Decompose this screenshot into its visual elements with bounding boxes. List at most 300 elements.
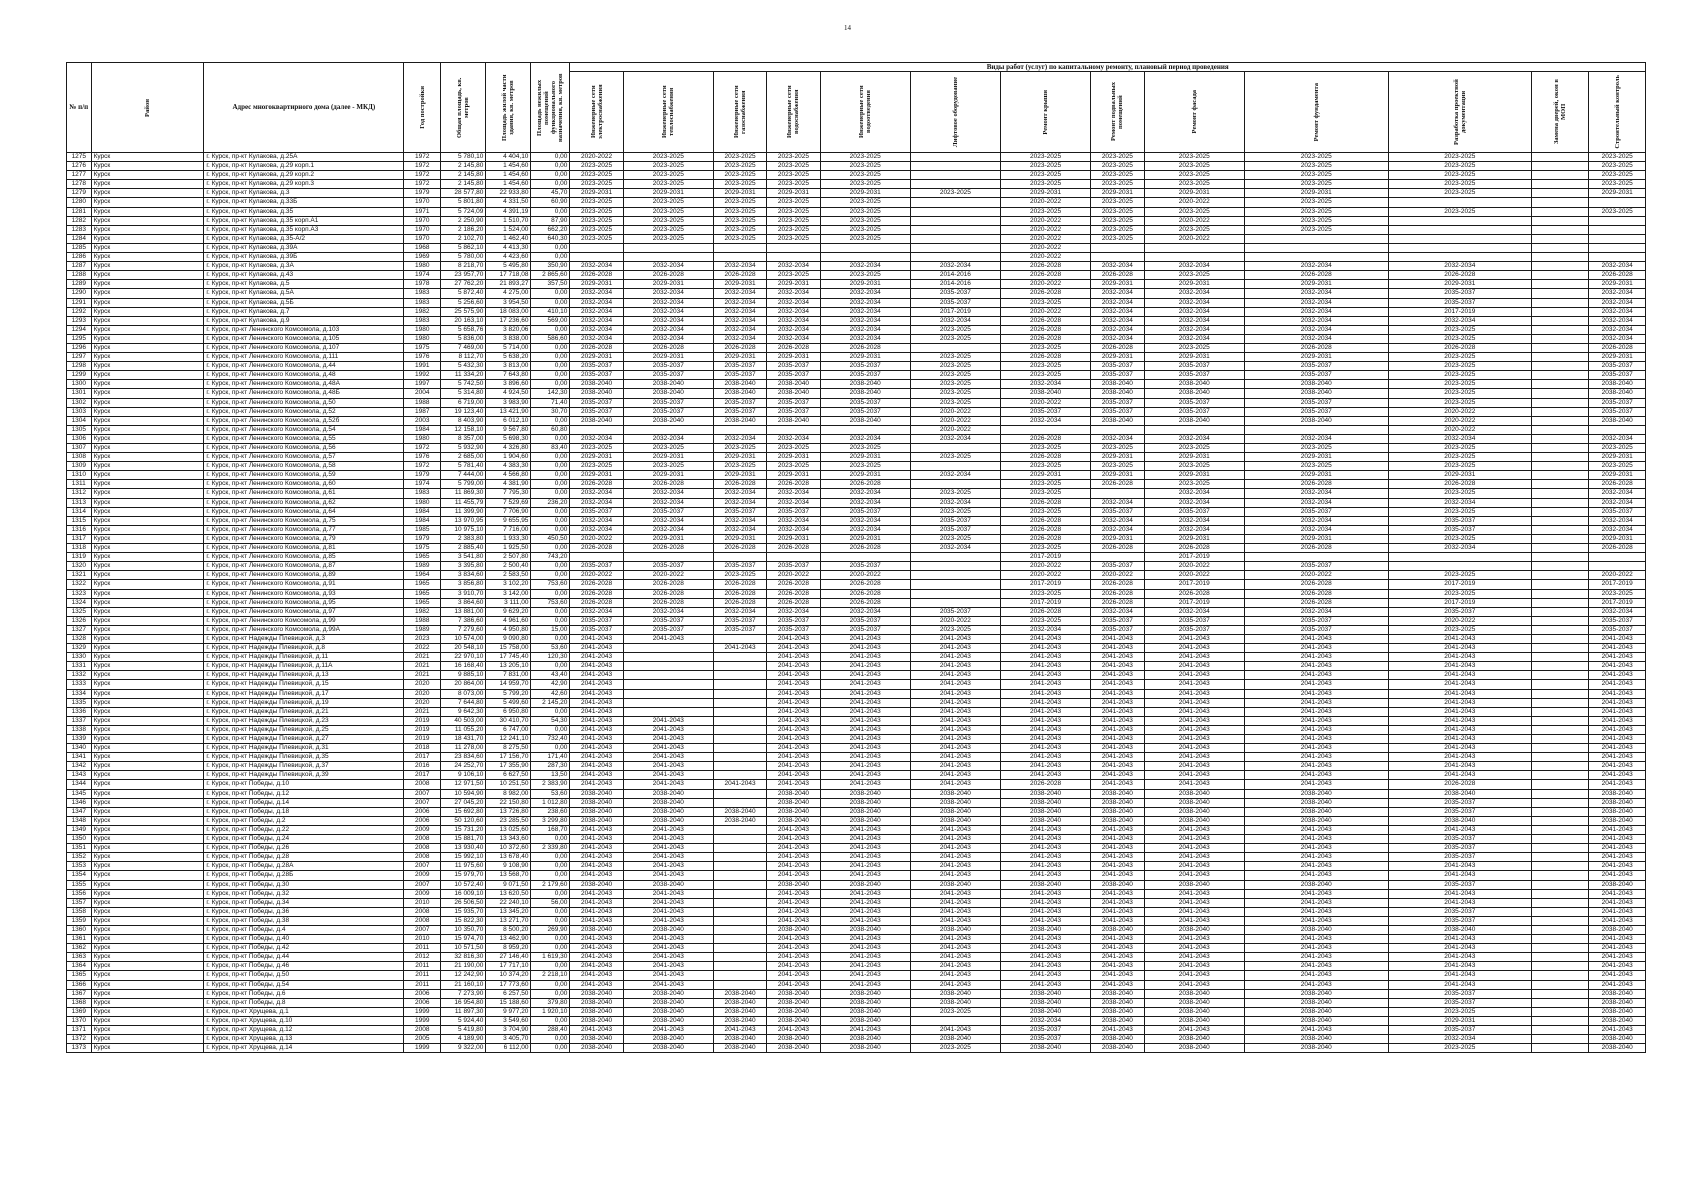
cell-work-period	[713, 925, 766, 934]
cell-area-total: 21 160,10	[441, 980, 486, 989]
cell-address: г. Курск, пр-кт Победы, д.42	[204, 944, 404, 953]
table-row	[67, 780, 1646, 789]
cell-address: г. Курск, пр-кт Кулакова, д.5А	[204, 289, 404, 298]
cell-area-total: 3 541,80	[441, 553, 486, 562]
cell-work-period: 2041-2043	[1589, 689, 1646, 698]
cell-work-period	[713, 862, 766, 871]
header-work-4: Инженерные сети водоотведения	[820, 72, 910, 153]
cell-area-living: 3 820,06	[486, 325, 531, 334]
cell-work-period: 2029-2031	[767, 353, 820, 362]
cell-work-period: 2041-2043	[1589, 762, 1646, 771]
cell-work-period: 2029-2031	[767, 471, 820, 480]
cell-work-period: 2041-2043	[1144, 898, 1244, 907]
cell-area-total: 15 692,80	[441, 807, 486, 816]
cell-work-period: 2029-2031	[1091, 453, 1144, 462]
cell-work-period: 2032-2034	[820, 516, 910, 525]
page-number: 14	[844, 24, 851, 32]
cell-area-nonresidential: 357,50	[531, 280, 570, 289]
table-row	[67, 598, 1646, 607]
cell-year: 1979	[404, 471, 441, 480]
cell-work-period: 2041-2043	[570, 653, 623, 662]
cell-work-period: 2029-2031	[820, 534, 910, 543]
cell-area-living: 4 924,50	[486, 389, 531, 398]
cell-work-period	[1532, 807, 1589, 816]
cell-num: 1324	[67, 598, 92, 607]
cell-address: г. Курск, пр-кт Кулакова, д.35	[204, 207, 404, 216]
cell-work-period: 2035-2037	[1144, 625, 1244, 634]
cell-work-period	[767, 253, 820, 262]
cell-work-period: 2041-2043	[1144, 871, 1244, 880]
cell-num: 1305	[67, 425, 92, 434]
cell-work-period: 2023-2025	[713, 234, 766, 243]
cell-work-period: 2032-2034	[767, 307, 820, 316]
cell-address: г. Курск, пр-кт Хрущева, д.1	[204, 1007, 404, 1016]
cell-district: Курск	[91, 380, 204, 389]
cell-area-nonresidential: 586,60	[531, 334, 570, 343]
cell-work-period	[1532, 680, 1589, 689]
cell-year: 1982	[404, 607, 441, 616]
cell-year: 1983	[404, 298, 441, 307]
cell-work-period: 2032-2034	[623, 434, 713, 443]
cell-work-period: 2032-2034	[1244, 289, 1388, 298]
cell-district: Курск	[91, 944, 204, 953]
table-row	[67, 307, 1646, 316]
cell-work-period: 2038-2040	[713, 998, 766, 1007]
cell-work-period: 2023-2025	[1388, 162, 1532, 171]
cell-address: г. Курск, пр-кт Ленинского Комсомола, д.48А	[204, 380, 404, 389]
cell-work-period: 2023-2025	[1388, 625, 1532, 634]
cell-work-period: 2023-2025	[1091, 462, 1144, 471]
cell-work-period: 2023-2025	[570, 207, 623, 216]
cell-area-total: 23 957,70	[441, 271, 486, 280]
cell-work-period: 2041-2043	[1000, 962, 1090, 971]
cell-area-nonresidential: 662,20	[531, 225, 570, 234]
cell-work-period: 2026-2028	[1144, 544, 1244, 553]
cell-work-period: 2038-2040	[767, 798, 820, 807]
cell-work-period: 2041-2043	[570, 825, 623, 834]
cell-work-period: 2038-2040	[1244, 998, 1388, 1007]
cell-work-period: 2041-2043	[1091, 744, 1144, 753]
cell-work-period: 2029-2031	[1091, 471, 1144, 480]
cell-area-nonresidential: 0,00	[531, 1035, 570, 1044]
cell-work-period: 2038-2040	[1589, 989, 1646, 998]
cell-area-living: 8 982,00	[486, 789, 531, 798]
cell-work-period: 2023-2025	[570, 216, 623, 225]
cell-work-period	[1532, 853, 1589, 862]
cell-year: 1970	[404, 216, 441, 225]
cell-work-period: 2038-2040	[1091, 416, 1144, 425]
cell-area-total: 19 123,40	[441, 407, 486, 416]
cell-work-period: 2041-2043	[623, 953, 713, 962]
cell-work-period: 2041-2043	[1388, 698, 1532, 707]
cell-address: г. Курск, пр-кт Надежды Плевицкой, д.35	[204, 753, 404, 762]
cell-area-total: 7 279,60	[441, 625, 486, 634]
cell-address: г. Курск, пр-кт Ленинского Комсомола, д.61	[204, 489, 404, 498]
cell-work-period: 2041-2043	[1589, 889, 1646, 898]
cell-work-period	[713, 671, 766, 680]
cell-work-period: 2026-2028	[570, 480, 623, 489]
cell-work-period: 2041-2043	[1091, 780, 1144, 789]
cell-area-nonresidential: 43,40	[531, 671, 570, 680]
cell-address: г. Курск, пр-кт Кулакова, д.3	[204, 189, 404, 198]
cell-area-living: 5 799,20	[486, 689, 531, 698]
cell-work-period: 2023-2025	[713, 162, 766, 171]
cell-area-nonresidential: 0,00	[531, 416, 570, 425]
cell-address: г. Курск, пр-кт Кулакова, д.5Б	[204, 298, 404, 307]
cell-area-total: 5 780,10	[441, 153, 486, 162]
cell-area-nonresidential: 379,80	[531, 998, 570, 1007]
cell-work-period	[713, 253, 766, 262]
cell-num: 1276	[67, 162, 92, 171]
table-row	[67, 844, 1646, 853]
cell-work-period: 2023-2025	[1589, 171, 1646, 180]
cell-area-living: 6 112,00	[486, 1044, 531, 1053]
cell-work-period: 2038-2040	[1091, 880, 1144, 889]
cell-address: г. Курск, пр-кт Надежды Плевицкой, д.11	[204, 653, 404, 662]
cell-area-living: 9 977,20	[486, 1007, 531, 1016]
cell-num: 1353	[67, 862, 92, 871]
cell-work-period: 2032-2034	[713, 489, 766, 498]
table-row	[67, 507, 1646, 516]
cell-work-period	[713, 243, 766, 252]
cell-district: Курск	[91, 289, 204, 298]
cell-area-nonresidential: 0,00	[531, 662, 570, 671]
cell-work-period: 2038-2040	[910, 798, 1000, 807]
cell-work-period: 2023-2025	[767, 153, 820, 162]
cell-work-period: 2038-2040	[767, 1044, 820, 1053]
cell-work-period	[910, 207, 1000, 216]
cell-work-period: 2032-2034	[570, 516, 623, 525]
cell-work-period	[1532, 880, 1589, 889]
cell-work-period: 2041-2043	[1244, 653, 1388, 662]
cell-work-period	[1532, 844, 1589, 853]
cell-work-period: 2041-2043	[1144, 671, 1244, 680]
cell-work-period: 2035-2037	[1388, 880, 1532, 889]
cell-num: 1338	[67, 725, 92, 734]
cell-work-period: 2023-2025	[1000, 507, 1090, 516]
cell-year: 2011	[404, 962, 441, 971]
cell-work-period: 2032-2034	[1589, 516, 1646, 525]
cell-work-period	[910, 1016, 1000, 1025]
cell-district: Курск	[91, 607, 204, 616]
cell-area-nonresidential: 0,00	[531, 571, 570, 580]
cell-work-period: 2023-2025	[1244, 171, 1388, 180]
table-row	[67, 653, 1646, 662]
table-row	[67, 662, 1646, 671]
cell-work-period: 2041-2043	[1091, 680, 1144, 689]
cell-num: 1364	[67, 962, 92, 971]
cell-work-period: 2038-2040	[1091, 998, 1144, 1007]
cell-work-period: 2023-2025	[1244, 216, 1388, 225]
cell-area-total: 8 073,00	[441, 689, 486, 698]
cell-work-period	[1091, 243, 1144, 252]
cell-district: Курск	[91, 1035, 204, 1044]
cell-work-period: 2038-2040	[1388, 816, 1532, 825]
table-row	[67, 243, 1646, 252]
cell-work-period: 2032-2034	[1091, 334, 1144, 343]
cell-area-nonresidential: 288,40	[531, 1026, 570, 1035]
cell-work-period: 2041-2043	[1589, 835, 1646, 844]
cell-work-period	[713, 853, 766, 862]
cell-address: г. Курск, пр-кт Надежды Плевицкой, д.15	[204, 680, 404, 689]
cell-work-period: 2041-2043	[820, 853, 910, 862]
cell-num: 1369	[67, 1007, 92, 1016]
cell-area-living: 4 423,60	[486, 253, 531, 262]
cell-work-period: 2038-2040	[1589, 789, 1646, 798]
cell-work-period: 2035-2037	[713, 625, 766, 634]
cell-work-period: 2041-2043	[570, 889, 623, 898]
cell-work-period: 2041-2043	[767, 953, 820, 962]
cell-work-period	[1532, 398, 1589, 407]
cell-work-period: 2041-2043	[1388, 962, 1532, 971]
cell-year: 2021	[404, 662, 441, 671]
cell-work-period: 2041-2043	[767, 780, 820, 789]
cell-year: 1972	[404, 462, 441, 471]
cell-work-period: 2038-2040	[1091, 989, 1144, 998]
cell-district: Курск	[91, 407, 204, 416]
cell-num: 1290	[67, 289, 92, 298]
cell-work-period: 2020-2022	[1000, 398, 1090, 407]
cell-area-nonresidential: 0,00	[531, 516, 570, 525]
cell-work-period: 2023-2025	[820, 462, 910, 471]
cell-district: Курск	[91, 507, 204, 516]
cell-area-nonresidential: 2 179,60	[531, 880, 570, 889]
cell-work-period: 2038-2040	[713, 380, 766, 389]
cell-work-period: 2032-2034	[623, 334, 713, 343]
cell-work-period: 2041-2043	[767, 671, 820, 680]
cell-work-period: 2041-2043	[1144, 689, 1244, 698]
cell-work-period: 2041-2043	[1091, 644, 1144, 653]
cell-work-period	[713, 735, 766, 744]
cell-area-living: 3 704,90	[486, 1026, 531, 1035]
cell-area-living: 15 188,60	[486, 998, 531, 1007]
cell-address: г. Курск, пр-кт Ленинского Комсомола, д.64	[204, 507, 404, 516]
cell-area-total: 5 432,30	[441, 362, 486, 371]
cell-work-period: 2029-2031	[1589, 453, 1646, 462]
cell-work-period: 2023-2025	[1000, 171, 1090, 180]
cell-work-period: 2041-2043	[767, 698, 820, 707]
cell-year: 1970	[404, 225, 441, 234]
cell-work-period: 2041-2043	[767, 971, 820, 980]
cell-area-total: 5 932,90	[441, 444, 486, 453]
cell-num: 1321	[67, 571, 92, 580]
cell-address: г. Курск, пр-кт Кулакова, д.3А	[204, 262, 404, 271]
cell-work-period: 2032-2034	[820, 498, 910, 507]
cell-work-period: 2041-2043	[1091, 944, 1144, 953]
cell-work-period: 2038-2040	[1244, 1044, 1388, 1053]
cell-work-period	[767, 425, 820, 434]
cell-work-period: 2032-2034	[570, 489, 623, 498]
cell-work-period: 2041-2043	[1388, 825, 1532, 834]
cell-year: 1972	[404, 444, 441, 453]
cell-work-period: 2041-2043	[1000, 698, 1090, 707]
cell-work-period: 2041-2043	[910, 753, 1000, 762]
cell-work-period	[1532, 507, 1589, 516]
cell-area-living: 9 108,90	[486, 862, 531, 871]
cell-work-period: 2041-2043	[820, 944, 910, 953]
cell-work-period: 2041-2043	[1244, 871, 1388, 880]
cell-address: г. Курск, пр-кт Ленинского Комсомола, д.93	[204, 589, 404, 598]
cell-work-period: 2029-2031	[1144, 280, 1244, 289]
cell-year: 2007	[404, 880, 441, 889]
cell-work-period: 2023-2025	[1244, 198, 1388, 207]
cell-num: 1306	[67, 434, 92, 443]
cell-work-period: 2026-2028	[570, 343, 623, 352]
cell-work-period: 2023-2025	[767, 207, 820, 216]
cell-work-period	[713, 889, 766, 898]
cell-work-period: 2035-2037	[1388, 289, 1532, 298]
cell-work-period: 2032-2034	[1144, 607, 1244, 616]
table-row	[67, 534, 1646, 543]
cell-area-living: 1 524,00	[486, 225, 531, 234]
cell-area-living: 7 795,30	[486, 489, 531, 498]
table-row	[67, 816, 1646, 825]
cell-work-period: 2041-2043	[820, 689, 910, 698]
cell-work-period: 2038-2040	[623, 416, 713, 425]
cell-work-period: 2038-2040	[767, 1016, 820, 1025]
cell-area-living: 1 454,60	[486, 180, 531, 189]
cell-work-period: 2023-2025	[767, 444, 820, 453]
table-row	[67, 798, 1646, 807]
table-row	[67, 380, 1646, 389]
cell-year: 1980	[404, 434, 441, 443]
cell-area-living: 4 566,80	[486, 471, 531, 480]
cell-area-living: 5 638,20	[486, 353, 531, 362]
cell-work-period: 2038-2040	[1000, 389, 1090, 398]
cell-work-period	[1532, 462, 1589, 471]
cell-address: г. Курск, пр-кт Ленинского Комсомола, д.103	[204, 325, 404, 334]
cell-area-living: 5 495,80	[486, 262, 531, 271]
cell-work-period: 2041-2043	[1244, 735, 1388, 744]
cell-work-period	[1091, 553, 1144, 562]
cell-area-living: 13 568,70	[486, 871, 531, 880]
cell-year: 2006	[404, 998, 441, 1007]
cell-area-nonresidential: 42,90	[531, 680, 570, 689]
cell-address: г. Курск, пр-кт Хрущева, д.10	[204, 1016, 404, 1025]
cell-district: Курск	[91, 662, 204, 671]
cell-work-period: 2035-2037	[713, 371, 766, 380]
cell-work-period: 2041-2043	[910, 634, 1000, 643]
cell-work-period: 2041-2043	[713, 644, 766, 653]
cell-work-period: 2041-2043	[570, 907, 623, 916]
cell-work-period: 2014-2016	[910, 280, 1000, 289]
cell-work-period: 2026-2028	[1589, 544, 1646, 553]
cell-area-living: 4 404,10	[486, 153, 531, 162]
cell-district: Курск	[91, 689, 204, 698]
cell-area-living: 3 102,20	[486, 580, 531, 589]
cell-year: 1980	[404, 325, 441, 334]
cell-area-nonresidential: 0,00	[531, 298, 570, 307]
cell-area-total: 13 970,95	[441, 516, 486, 525]
table-row	[67, 962, 1646, 971]
cell-work-period: 2032-2034	[1589, 316, 1646, 325]
cell-district: Курск	[91, 762, 204, 771]
cell-work-period	[1532, 689, 1589, 698]
header-work-0: Инженерные сети электроснабжения	[570, 72, 623, 153]
cell-work-period: 2023-2025	[820, 271, 910, 280]
cell-work-period: 2023-2025	[1144, 207, 1244, 216]
cell-area-nonresidential: 0,00	[531, 253, 570, 262]
cell-work-period: 2038-2040	[767, 989, 820, 998]
cell-area-total: 8 112,70	[441, 353, 486, 362]
cell-address: г. Курск, пр-кт Надежды Плевицкой, д.23	[204, 716, 404, 725]
cell-area-living: 1 510,70	[486, 216, 531, 225]
cell-work-period	[910, 216, 1000, 225]
cell-work-period: 2041-2043	[1589, 971, 1646, 980]
cell-address: г. Курск, пр-кт Победы, д.40	[204, 935, 404, 944]
cell-work-period: 2032-2034	[713, 262, 766, 271]
cell-work-period: 2038-2040	[623, 816, 713, 825]
table-row	[67, 289, 1646, 298]
cell-area-living: 4 950,80	[486, 625, 531, 634]
cell-area-nonresidential: 2 383,90	[531, 780, 570, 789]
cell-area-total: 28 577,80	[441, 189, 486, 198]
table-row	[67, 825, 1646, 834]
cell-work-period: 2041-2043	[1388, 653, 1532, 662]
cell-work-period: 2038-2040	[570, 998, 623, 1007]
cell-work-period: 2017-2019	[1589, 598, 1646, 607]
cell-work-period: 2023-2025	[910, 334, 1000, 343]
cell-work-period: 2029-2031	[1144, 453, 1244, 462]
cell-work-period	[1532, 607, 1589, 616]
cell-work-period: 2029-2031	[623, 471, 713, 480]
cell-num: 1343	[67, 771, 92, 780]
cell-district: Курск	[91, 907, 204, 916]
cell-year: 2019	[404, 716, 441, 725]
cell-work-period: 2023-2025	[1091, 180, 1144, 189]
cell-work-period: 2041-2043	[1000, 634, 1090, 643]
cell-work-period	[1532, 571, 1589, 580]
cell-district: Курск	[91, 234, 204, 243]
cell-work-period: 2038-2040	[1144, 389, 1244, 398]
cell-work-period: 2041-2043	[1388, 980, 1532, 989]
cell-work-period: 2041-2043	[1244, 753, 1388, 762]
cell-work-period: 2023-2025	[1589, 444, 1646, 453]
cell-work-period: 2038-2040	[1589, 380, 1646, 389]
cell-year: 1976	[404, 353, 441, 362]
cell-address: г. Курск, пр-кт Надежды Плевицкой, д.8	[204, 644, 404, 653]
cell-area-total: 3 856,80	[441, 580, 486, 589]
cell-work-period	[623, 425, 713, 434]
cell-work-period: 2032-2034	[1091, 525, 1144, 534]
cell-work-period	[1589, 243, 1646, 252]
cell-area-living: 17 745,40	[486, 653, 531, 662]
cell-work-period: 2041-2043	[910, 862, 1000, 871]
cell-area-nonresidential: 168,70	[531, 825, 570, 834]
cell-area-total: 5 742,50	[441, 380, 486, 389]
cell-work-period: 2041-2043	[1388, 935, 1532, 944]
cell-work-period	[1532, 871, 1589, 880]
cell-year: 1965	[404, 553, 441, 562]
cell-num: 1372	[67, 1035, 92, 1044]
cell-work-period: 2020-2022	[1244, 571, 1388, 580]
cell-work-period: 2038-2040	[1000, 925, 1090, 934]
cell-work-period: 2041-2043	[1144, 753, 1244, 762]
cell-work-period: 2026-2028	[1000, 434, 1090, 443]
cell-work-period: 2029-2031	[1000, 189, 1090, 198]
cell-work-period	[713, 725, 766, 734]
cell-work-period: 2023-2025	[1091, 171, 1144, 180]
cell-work-period: 2038-2040	[623, 789, 713, 798]
cell-num: 1312	[67, 489, 92, 498]
cell-work-period: 2035-2037	[1244, 616, 1388, 625]
cell-num: 1288	[67, 271, 92, 280]
cell-num: 1354	[67, 871, 92, 880]
table-row	[67, 944, 1646, 953]
cell-district: Курск	[91, 471, 204, 480]
cell-work-period: 2032-2034	[623, 498, 713, 507]
table-row	[67, 453, 1646, 462]
